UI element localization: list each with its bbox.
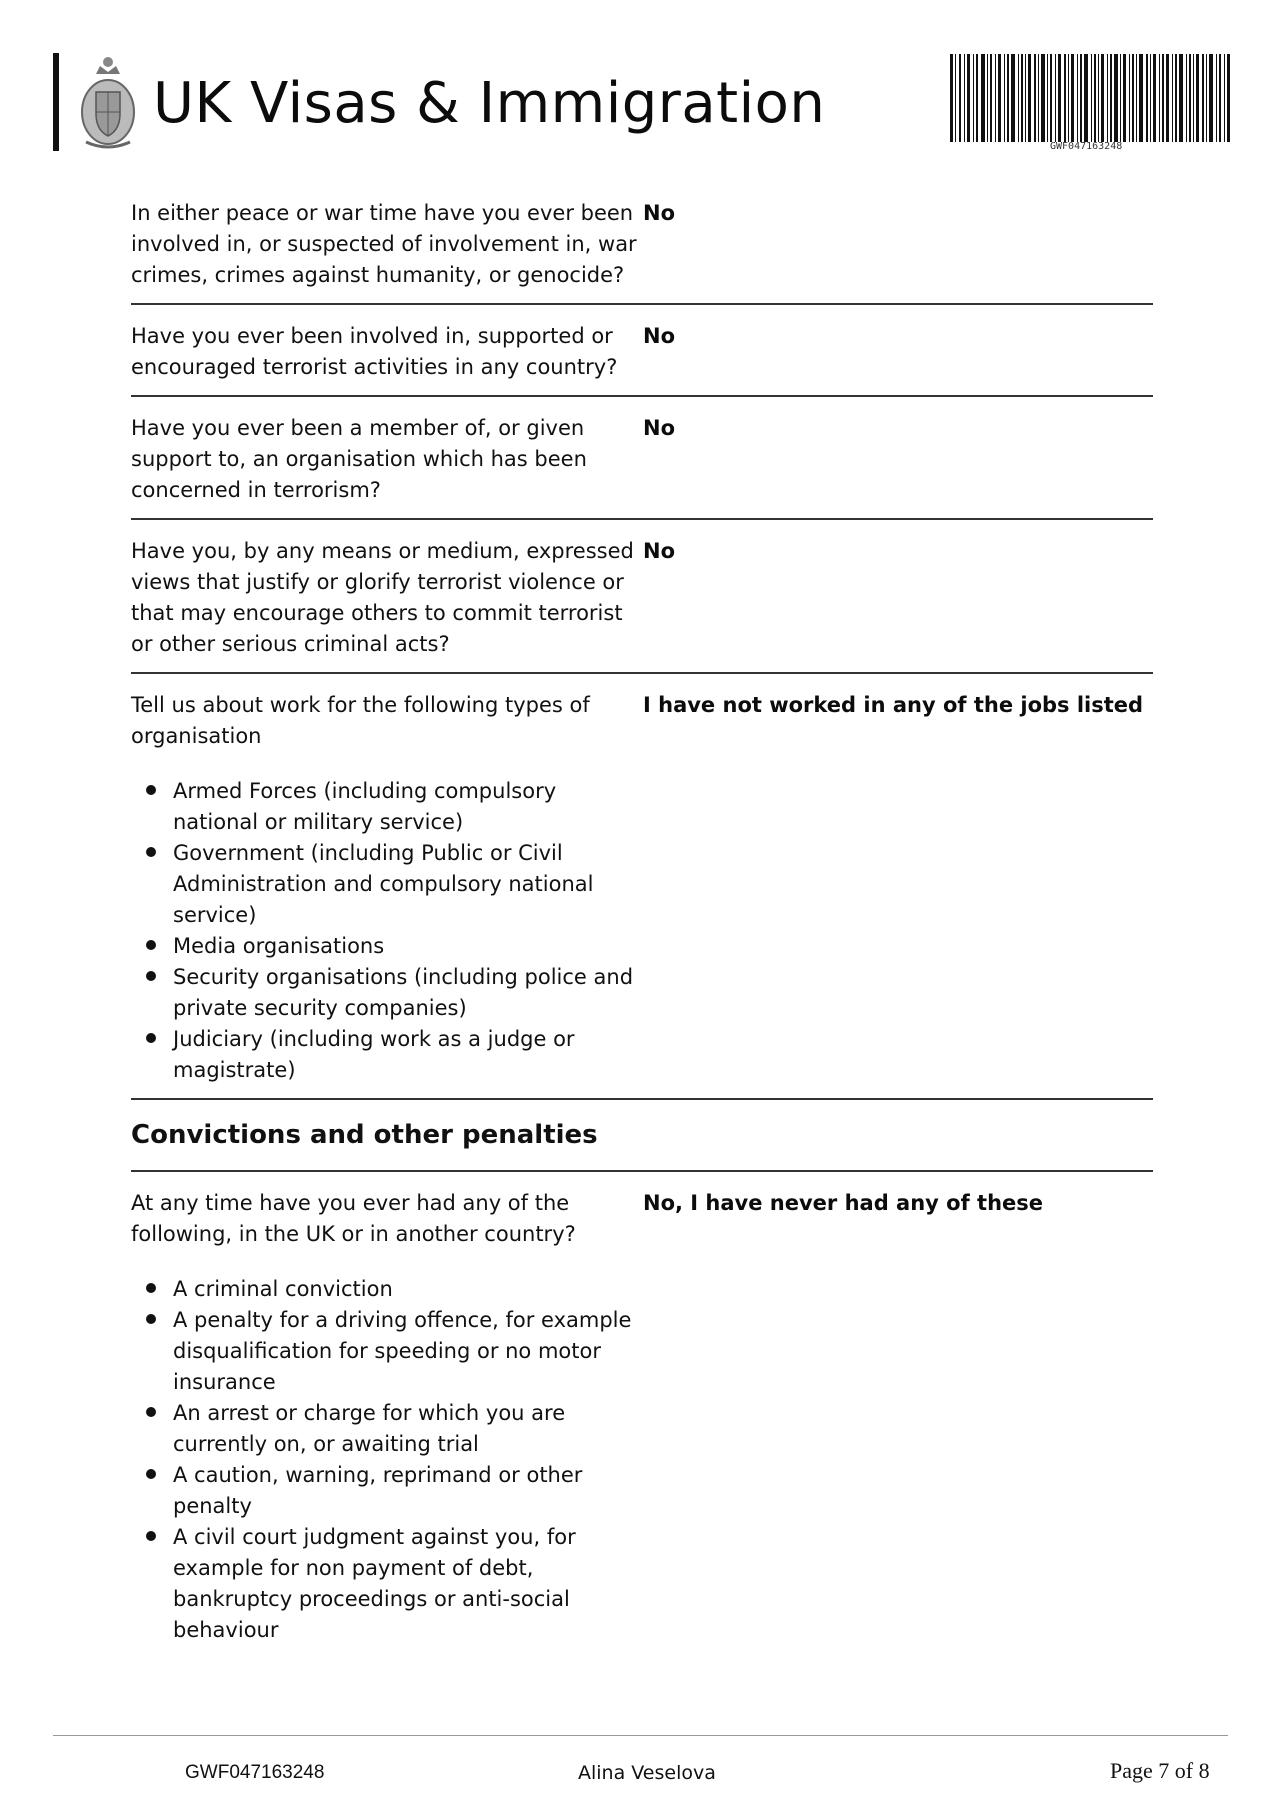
list-item: A civil court judgment against you, for example for non payment of debt, bankruptcy proceedings or anti-social behaviour [173, 1522, 643, 1646]
royal-crest-icon [78, 52, 138, 152]
question-text: Have you, by any means or medium, expressed views that justify or glorify terrorist violence or that may encourage others to commit terrorist or other serious criminal acts? [131, 539, 634, 656]
list-item: Government (including Public or Civil Administration and compulsory national service) [173, 838, 643, 931]
question-text: Have you ever been involved in, supported or encouraged terrorist activities in any country? [131, 324, 618, 379]
question-row-war-crimes [131, 198, 1153, 305]
answer-text: No [643, 324, 676, 348]
footer-applicant-name: Alina Veselova [578, 1762, 716, 1784]
answer-text: No [643, 539, 676, 563]
list-item: Armed Forces (including compulsory national or military service) [173, 776, 643, 838]
footer-reference: GWF047163248 [185, 1762, 325, 1783]
question-text: At any time have you ever had any of the following, in the UK or in another country? [131, 1191, 576, 1246]
answer-text: No [643, 416, 676, 440]
question-row-employment [131, 690, 1153, 1100]
list-item: Media organisations [173, 931, 643, 962]
page-number: Page 7 of 8 [1110, 1758, 1210, 1783]
barcode-image [950, 54, 1230, 142]
question-row-extremist-views [131, 536, 1153, 674]
header-accent-bar [53, 53, 59, 151]
list-item: A caution, warning, reprimand or other penalty [173, 1460, 643, 1522]
question-block [131, 690, 643, 1086]
question-block [131, 1188, 643, 1646]
answer-text: I have not worked in any of the jobs listed [643, 693, 1144, 717]
footer-divider [53, 1735, 1228, 1736]
question-text: Tell us about work for the following types of organisation [131, 693, 590, 748]
list-item: Judiciary (including work as a judge or magistrate) [173, 1024, 643, 1086]
question-text: In either peace or war time have you ever been involved in, or suspected of involvement in, war crimes, crimes against humanity, or genocide? [131, 201, 637, 287]
list-item: A penalty for a driving offence, for example disqualification for speeding or no motor insurance [173, 1305, 643, 1398]
bullet-list [131, 1274, 643, 1646]
question-list [131, 198, 1153, 1674]
section-heading: Convictions and other penalties [131, 1116, 1153, 1172]
brand-title: UK Visas & Immigration [153, 71, 826, 136]
question-row-convictions [131, 1188, 1153, 1658]
question-row-terrorist-activities [131, 321, 1153, 397]
list-item: An arrest or charge for which you are currently on, or awaiting trial [173, 1398, 643, 1460]
bullet-list [131, 776, 643, 1086]
question-row-terrorist-organisation [131, 413, 1153, 520]
answer-text: No [643, 201, 676, 225]
list-item: A criminal conviction [173, 1274, 643, 1305]
question-text: Have you ever been a member of, or given support to, an organisation which has been concerned in terrorism? [131, 416, 587, 502]
list-item: Security organisations (including police and private security companies) [173, 962, 643, 1024]
barcode-reference: GWF047163248 [1050, 141, 1123, 152]
answer-text: No, I have never had any of these [643, 1191, 1044, 1215]
